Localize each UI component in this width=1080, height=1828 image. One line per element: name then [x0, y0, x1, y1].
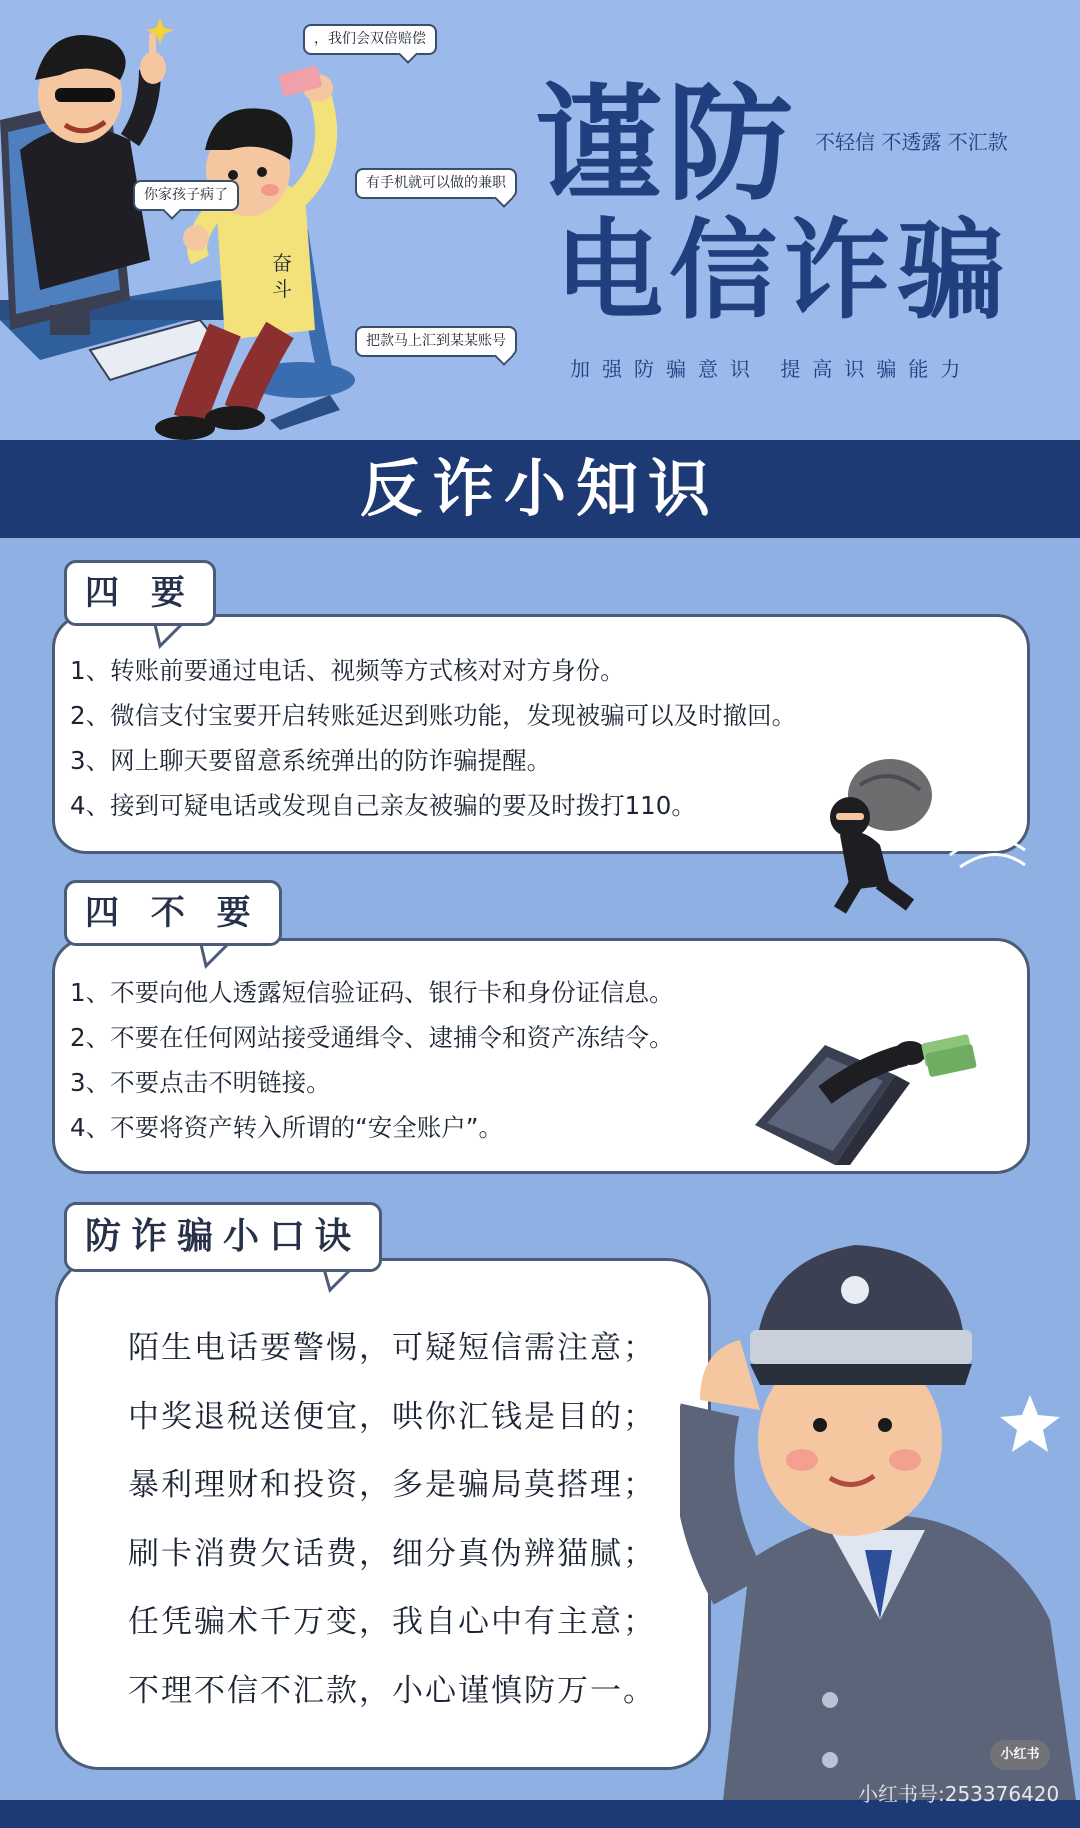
four-donts-list — [70, 970, 674, 1150]
rhyme-line: 陌生电话要警惕，可疑短信需注意； — [128, 1330, 656, 1366]
rhyme-line: 不理不信不汇款，小心谨慎防万一。 — [128, 1672, 656, 1709]
shirt-text-2: 斗 — [272, 277, 292, 301]
anti-fraud-rhyme-title: 防诈骗小口诀 — [64, 1202, 382, 1272]
watermark-badge: 小红书 — [990, 1740, 1050, 1770]
four-donts-title: 四 不 要 — [64, 880, 282, 946]
rhyme-line: 刷卡消费欠话费，细分真伪辨猫腻； — [128, 1535, 656, 1572]
speech-bubble-transfer-money: 把款马上汇到某某账号 — [355, 326, 517, 357]
motto: 加强防骗意识 提高识骗能力 — [570, 357, 973, 381]
hero-section — [0, 0, 1080, 440]
list-item: 1、转账前要通过电话、视频等方式核对对方身份。 — [70, 656, 625, 685]
section-banner — [0, 440, 1080, 538]
list-item: 3、不要点击不明链接。 — [70, 1068, 331, 1097]
banner-title: 反诈小知识 — [359, 452, 720, 525]
saluting-police-officer-icon — [680, 1200, 1080, 1828]
slogan: 不轻信 不透露 不汇款 — [815, 130, 1008, 154]
list-item: 4、接到可疑电话或发现自己亲友被骗的要及时拨打110。 — [70, 791, 696, 820]
list-item: 4、不要将资产转入所谓的“安全账户”。 — [70, 1113, 503, 1142]
victim-figure — [155, 65, 355, 440]
scammer-figure — [20, 18, 174, 290]
list-item: 2、不要在任何网站接受通缉令、逮捕令和资产冻结令。 — [70, 1023, 674, 1052]
speech-bubble-double-compensation: ，我们会双倍赔偿 — [303, 24, 437, 55]
thief-with-sack-icon — [820, 755, 1030, 915]
rhyme-line: 任凭骗术千万变，我自心中有主意； — [128, 1604, 656, 1640]
speech-bubble-part-time-job: 有手机就可以做的兼职 — [355, 168, 517, 199]
watermark-id: 小红书号:253376420 — [858, 1782, 1060, 1806]
main-title-line1: 谨防 — [535, 71, 799, 218]
scam-call-illustration — [0, 0, 540, 440]
rhyme-line: 暴利理财和投资，多是骗局莫搭理； — [128, 1467, 656, 1503]
laptop-hand-stealing-money-icon — [745, 1025, 985, 1165]
anti-fraud-rhyme-lines — [128, 1314, 656, 1725]
list-item: 2、微信支付宝要开启转账延迟到账功能，发现被骗可以及时撤回。 — [70, 701, 797, 730]
four-dos-list — [70, 648, 796, 828]
shirt-text-1: 奋 — [272, 251, 292, 275]
rhyme-line: 中奖退税送便宜，哄你汇钱是目的； — [128, 1398, 656, 1435]
list-item: 1、不要向他人透露短信验证码、银行卡和身份证信息。 — [70, 978, 674, 1007]
list-item: 3、网上聊天要留意系统弹出的防诈骗提醒。 — [70, 746, 552, 775]
speech-bubble-child-sick: 你家孩子病了 — [133, 180, 239, 211]
main-title-line2: 电信诈骗 — [555, 209, 1012, 334]
four-dos-title: 四 要 — [64, 560, 216, 626]
